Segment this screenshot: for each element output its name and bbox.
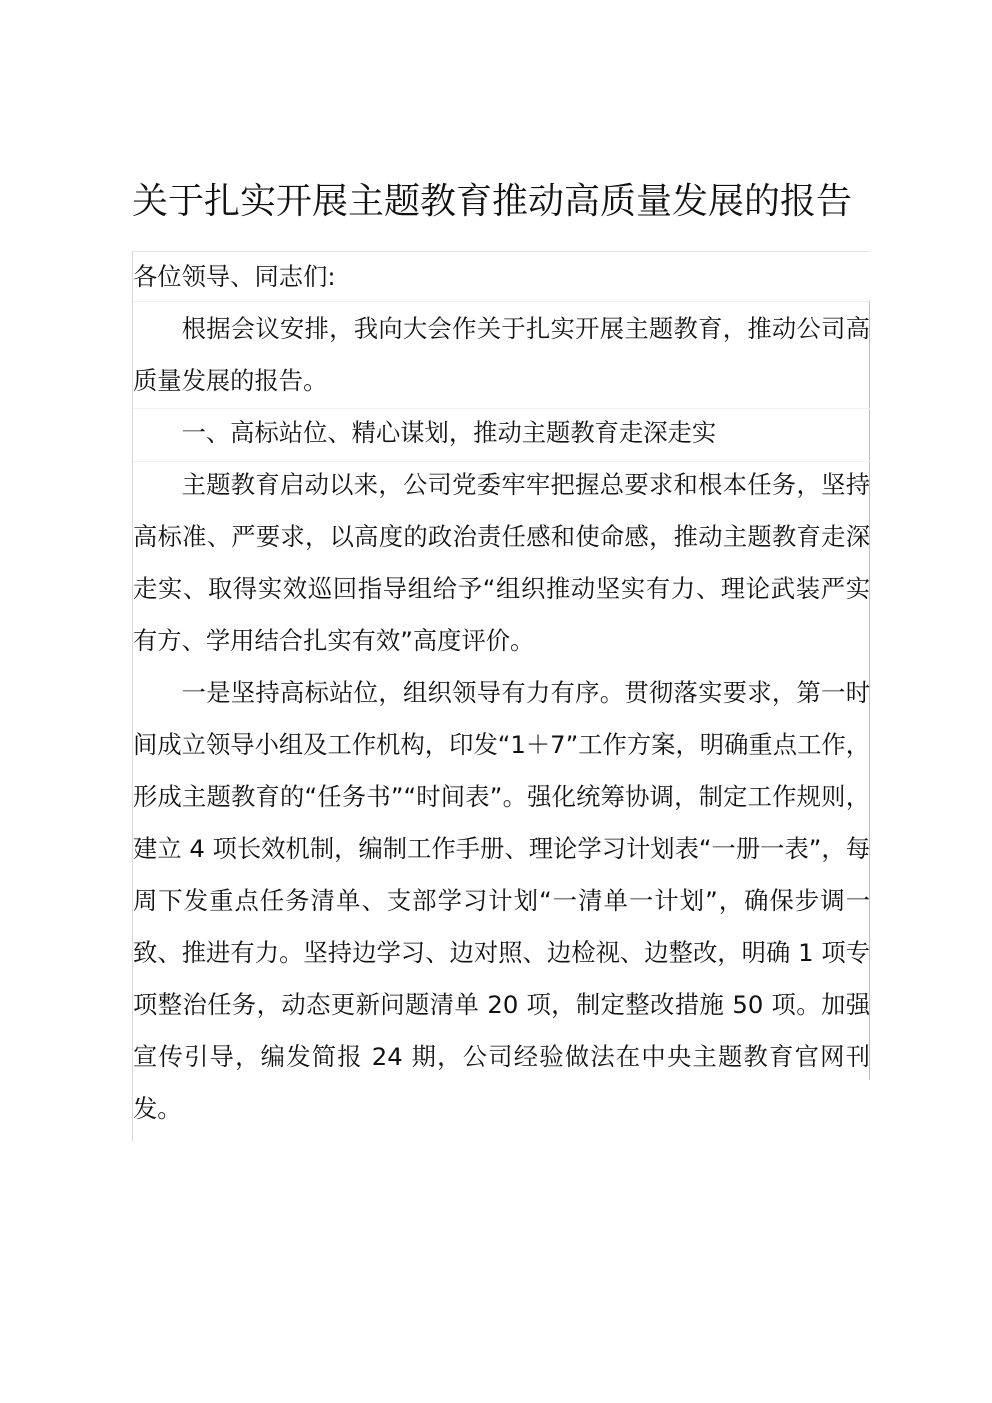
paragraph-point-one: 一是坚持高标站位，组织领导有力有序。贯彻落实要求，第一时间成立领导小组及工作机构，印发“1＋7”工作方案，明确重点工作，形成主题教育的“任务书”“时间表”。强化统筹协调，制定工作规则，建立 4 项长效机制，编制工作手册、理论学习计划表“一册一表”，每周下发重点任务清单、支部学习计划“一清单一计划”，确保步调一致、推进有力。坚持边学习、边对照、边检视、边整改，明确 1 项专项整治任务，动态更新问题清单 20 项，制定整改措施 50 项。加强宣传引导，编发简报 24 期，公司经验做法在中央主题教育官网刊发。 (133, 678, 870, 1123)
greeting: 各位领导、同志们: (133, 262, 336, 291)
section-heading: 一、高标站位、精心谋划，推动主题教育走深走实 (181, 418, 717, 447)
paragraph-summary: 主题教育启动以来，公司党委牢牢把握总要求和根本任务，坚持高标准、严要求，以高度的政治责任感和使命感，推动主题教育走深走实、取得实效巡回指导组给予“组织推动坚实有力、理论武装严实有方、学用结合扎实有效”高度评价。 (133, 470, 870, 655)
document-title: 关于扎实开展主题教育推动高质量发展的报告 (132, 181, 853, 222)
paragraph-intro: 根据会议安排，我向大会作关于扎实开展主题教育，推动公司高质量发展的报告。 (133, 314, 870, 395)
document-body (133, 251, 870, 1135)
